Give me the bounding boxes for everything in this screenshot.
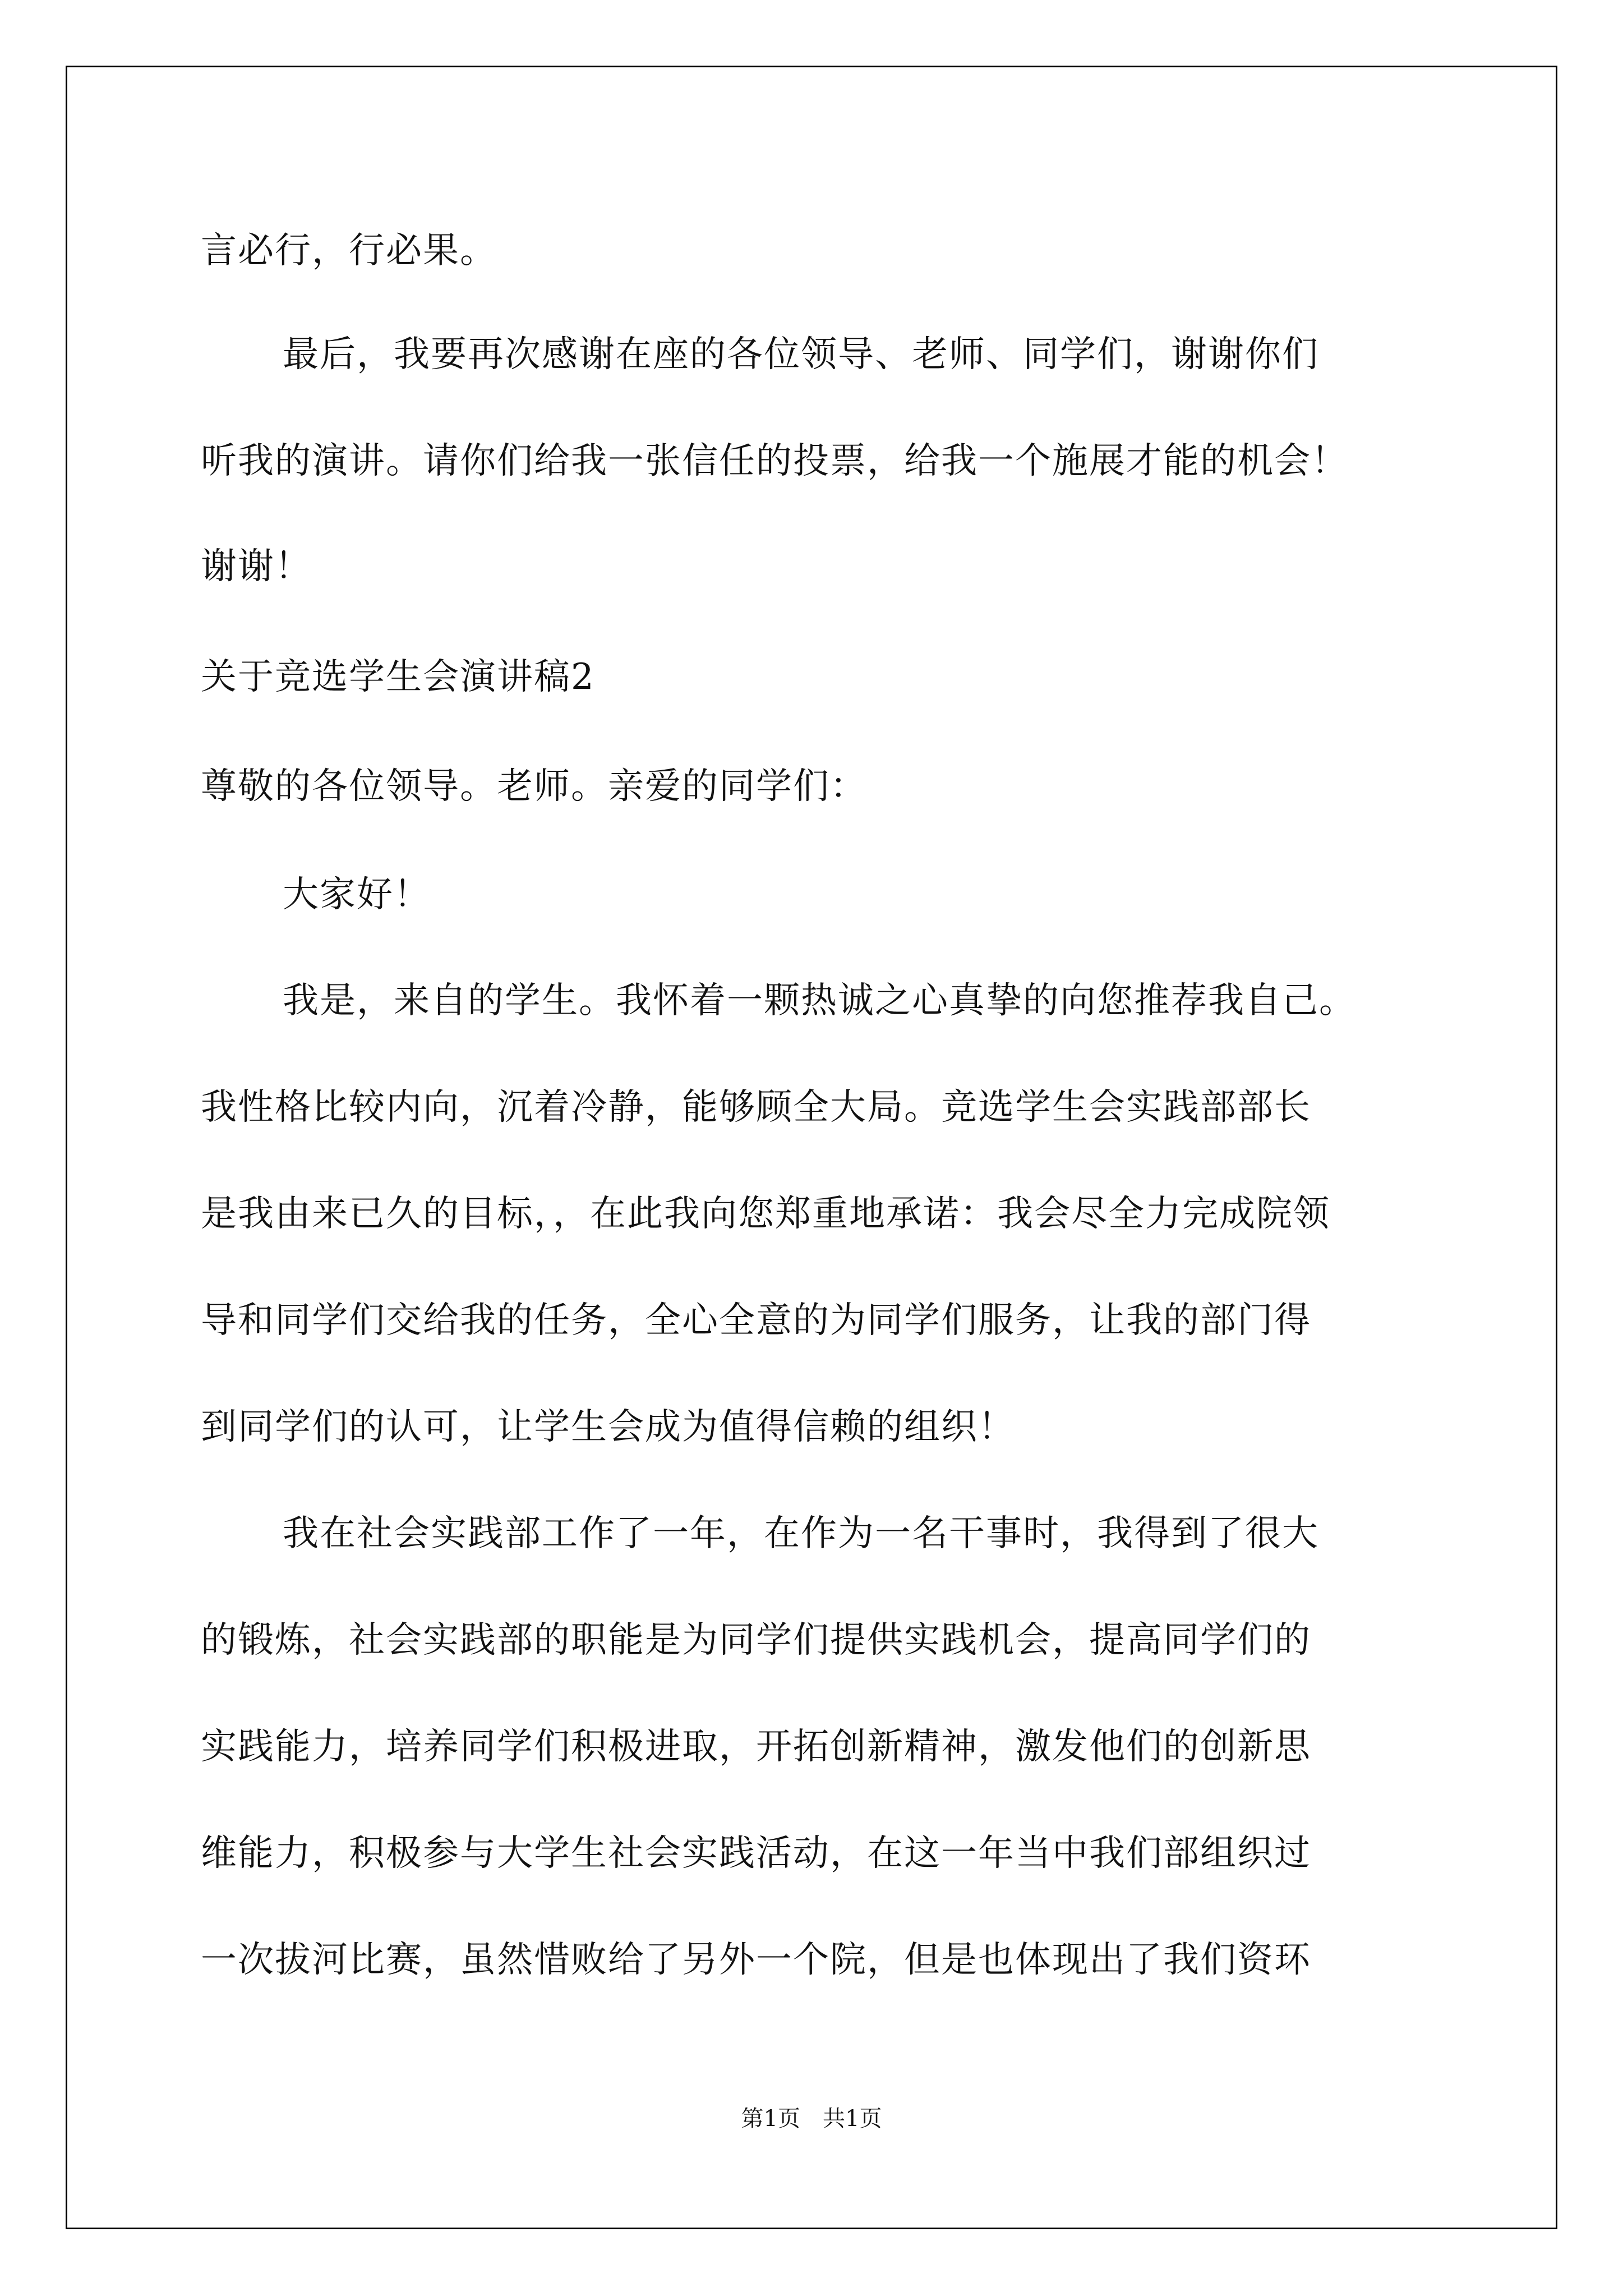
text-line: 我是，来自的学生。我怀着一颗热诚之心真挚的向您推荐我自己。	[283, 980, 1356, 1022]
salutation: 尊敬的各位领导。老师。亲爱的同学们：	[201, 766, 867, 807]
page-border	[66, 66, 1557, 2229]
text-line: 到同学们的认可，让学生会成为值得信赖的组织！	[201, 1406, 1015, 1448]
text-line: 的锻炼，社会实践部的职能是为同学们提供实践机会，提高同学们的	[201, 1619, 1311, 1661]
text-line: 我在社会实践部工作了一年，在作为一名干事时，我得到了很大	[283, 1513, 1319, 1554]
text-line: 一次拔河比赛，虽然惜败给了另外一个院，但是也体现出了我们资环	[201, 1939, 1311, 1981]
text-line: 实践能力，培养同学们积极进取，开拓创新精神，激发他们的创新思	[201, 1726, 1311, 1768]
text-line: 听我的演讲。请你们给我一张信任的投票，给我一个施展才能的机会！	[201, 440, 1348, 482]
text-line: 是我由来已久的目标，，在此我向您郑重地承诺：我会尽全力完成院领	[201, 1193, 1330, 1235]
text-line: 维能力，积极参与大学生社会实践活动，在这一年当中我们部组织过	[201, 1833, 1311, 1874]
text-line: 言必行，行必果。	[201, 230, 497, 272]
section-heading: 关于竞选学生会演讲稿2	[201, 656, 595, 698]
text-line: 最后，我要再次感谢在座的各位领导、老师、同学们，谢谢你们	[283, 334, 1319, 375]
greeting: 大家好！	[283, 874, 431, 915]
text-line: 谢谢！	[201, 546, 312, 587]
page-footer: 第1页 共1页	[741, 2106, 882, 2132]
text-line: 导和同学们交给我的任务，全心全意的为同学们服务，让我的部门得	[201, 1300, 1311, 1341]
text-line: 我性格比较内向，沉着冷静，能够顾全大局。竞选学生会实践部部长	[201, 1087, 1311, 1128]
